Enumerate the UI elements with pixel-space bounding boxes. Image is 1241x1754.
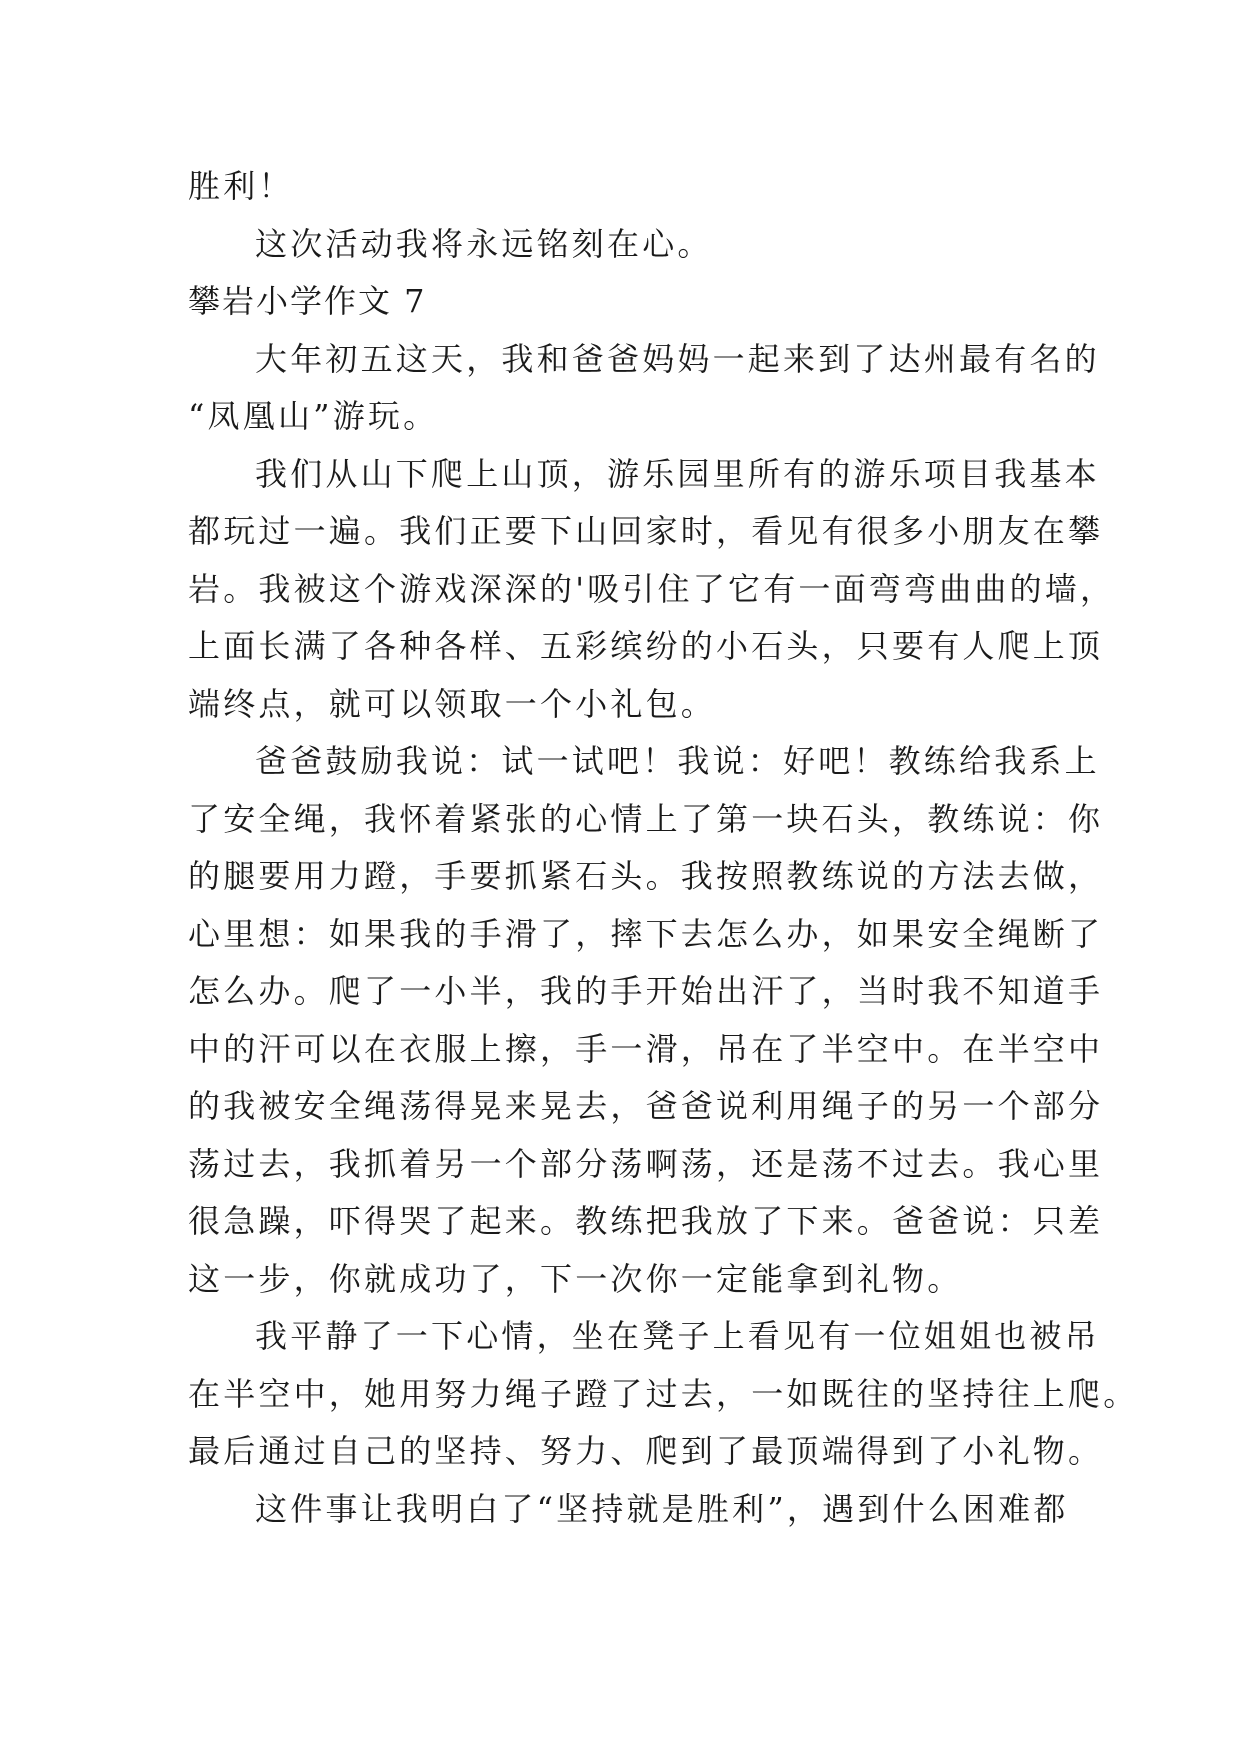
- paragraph-line: 大年初五这天，我和爸爸妈妈一起来到了达州最有名的: [255, 339, 1100, 378]
- text-line: 最后通过自己的坚持、努力、爬到了最顶端得到了小礼物。: [188, 1432, 1104, 1470]
- text-line: 端终点，就可以领取一个小礼包。: [188, 684, 717, 723]
- text-line: 这一步，你就成功了，下一次你一定能拿到礼物。: [188, 1259, 963, 1298]
- text-line: 的腿要用力蹬，手要抓紧石头。我按照教练说的方法去做，: [188, 857, 1104, 895]
- paragraph-line: 这次活动我将永远铭刻在心。: [255, 224, 713, 263]
- text-line: 心里想：如果我的手滑了，摔下去怎么办，如果安全绳断了: [188, 914, 1104, 953]
- essay-body: [188, 158, 1139, 1538]
- text-line: 上面长满了各种各样、五彩缤纷的小石头，只要有人爬上顶: [188, 627, 1104, 665]
- text-line: 了安全绳，我怀着紧张的心情上了第一块石头，教练说：你: [188, 799, 1104, 838]
- text-line: 的我被安全绳荡得晃来晃去，爸爸说利用绳子的另一个部分: [188, 1087, 1104, 1125]
- text-line: 胜利！: [188, 167, 294, 205]
- text-line: 很急躁，吓得哭了起来。教练把我放了下来。爸爸说：只差: [188, 1202, 1104, 1240]
- paragraph-line: 我平静了一下心情，坐在凳子上看见有一位姐姐也被吊: [255, 1317, 1100, 1355]
- text-line: 岩。我被这个游戏深深的'吸引住了它有一面弯弯曲曲的墙，: [188, 569, 1116, 608]
- essay-title: 攀岩小学作文 7: [188, 282, 427, 320]
- text-line: 怎么办。爬了一小半，我的手开始出汗了，当时我不知道手: [188, 972, 1104, 1010]
- text-line: 在半空中，她用努力绳子蹬了过去，一如既往的坚持往上爬。: [188, 1374, 1139, 1413]
- text-line: “凤凰山”游玩。: [188, 397, 439, 435]
- text-line: 中的汗可以在衣服上擦，手一滑，吊在了半空中。在半空中: [188, 1029, 1104, 1068]
- text-line: 都玩过一遍。我们正要下山回家时，看见有很多小朋友在攀: [188, 512, 1104, 550]
- paragraph-line: 爸爸鼓励我说：试一试吧！我说：好吧！教练给我系上: [255, 742, 1100, 780]
- paragraph-line: 这件事让我明白了“坚持就是胜利”，遇到什么困难都: [255, 1489, 1069, 1528]
- text-line: 荡过去，我抓着另一个部分荡啊荡，还是荡不过去。我心里: [188, 1144, 1104, 1183]
- paragraph-line: 我们从山下爬上山顶，游乐园里所有的游乐项目我基本: [255, 454, 1100, 493]
